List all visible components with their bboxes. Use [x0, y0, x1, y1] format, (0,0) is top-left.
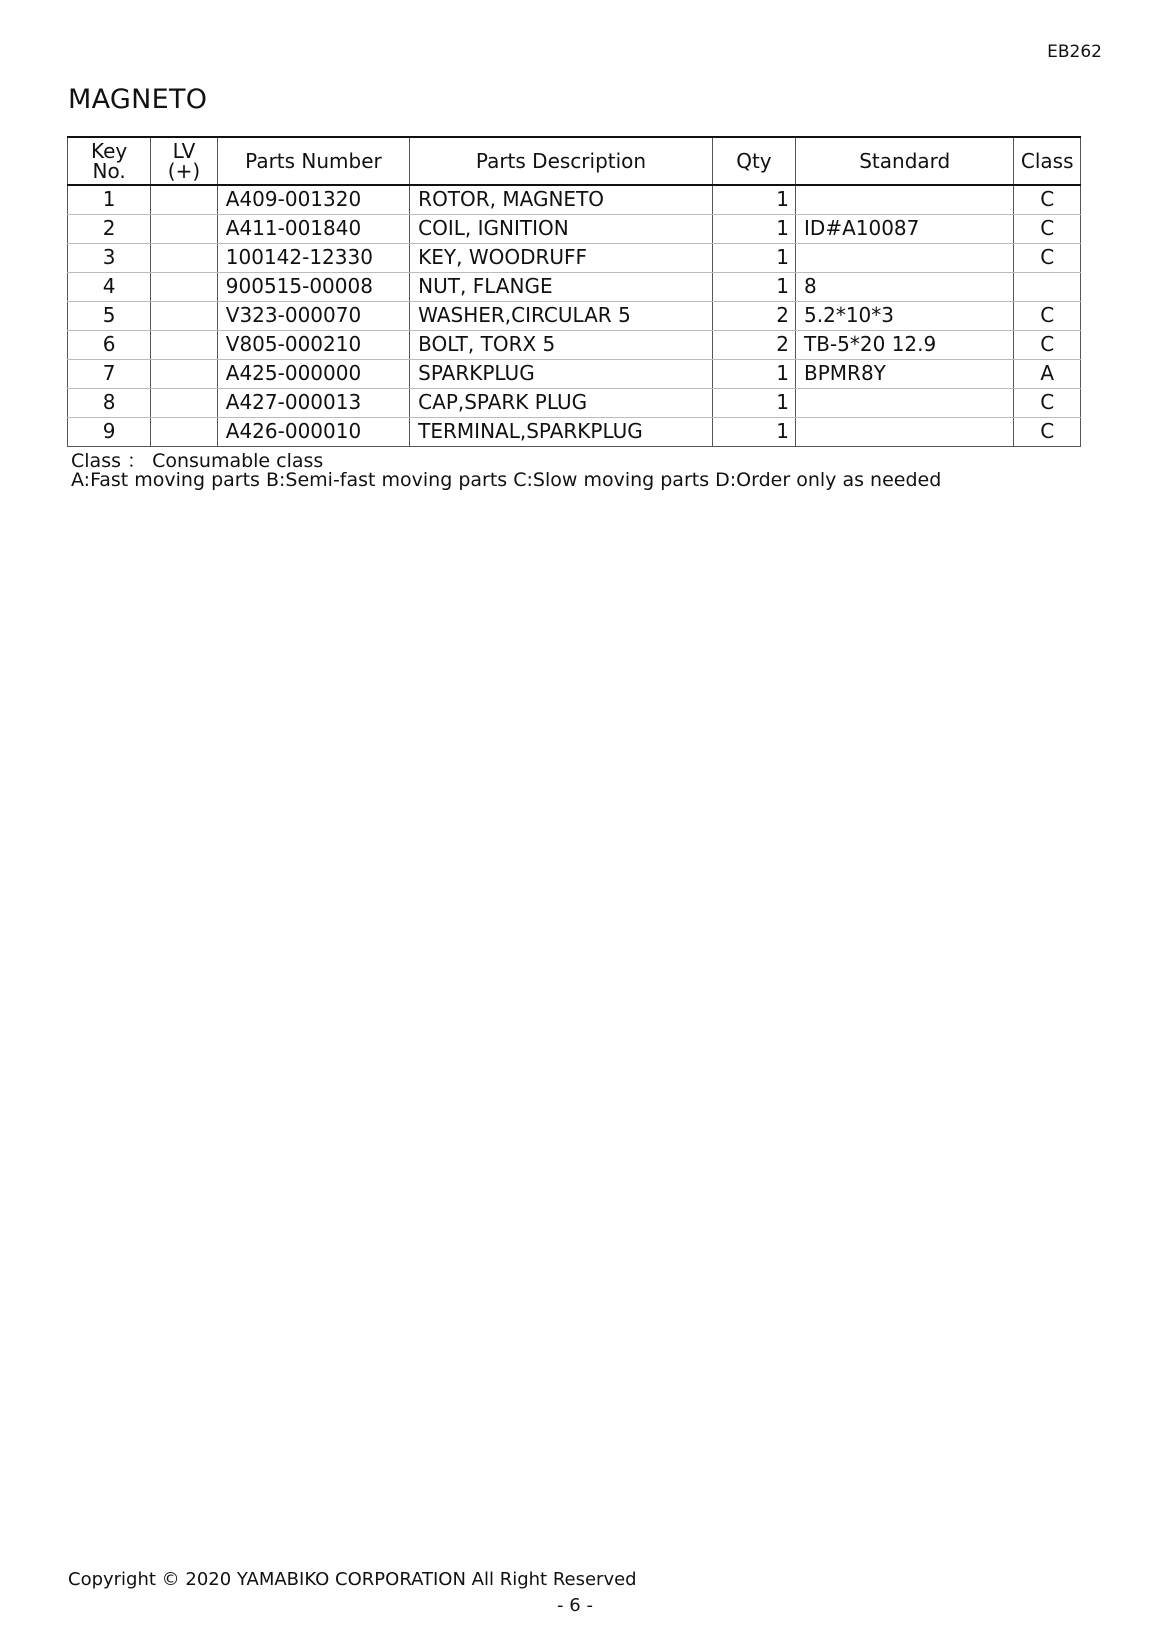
- class-legend: [71, 452, 941, 490]
- cell-parts-number: A411-001840: [217, 214, 409, 243]
- header-parts-description: Parts Description: [410, 137, 713, 185]
- cell-lv: [151, 301, 218, 330]
- cell-qty: 1: [712, 214, 795, 243]
- cell-lv: [151, 388, 218, 417]
- cell-class: C: [1014, 214, 1081, 243]
- table-header-row: [68, 137, 1081, 185]
- cell-class: C: [1014, 243, 1081, 272]
- header-class: Class: [1014, 137, 1081, 185]
- cell-lv: [151, 243, 218, 272]
- cell-class: C: [1014, 301, 1081, 330]
- header-parts-number: Parts Number: [217, 137, 409, 185]
- cell-description: ROTOR, MAGNETO: [410, 185, 713, 214]
- model-code: EB262: [1047, 42, 1102, 62]
- header-key-no: Key No.: [68, 137, 151, 185]
- table-row: [68, 185, 1081, 214]
- cell-class: A: [1014, 359, 1081, 388]
- copyright-notice: Copyright © 2020 YAMABIKO CORPORATION All Right Reserved: [68, 1569, 637, 1590]
- cell-parts-number: 100142-12330: [217, 243, 409, 272]
- cell-parts-number: V323-000070: [217, 301, 409, 330]
- cell-qty: 1: [712, 272, 795, 301]
- cell-standard: [796, 243, 1014, 272]
- cell-lv: [151, 417, 218, 446]
- parts-table: [67, 136, 1081, 447]
- cell-qty: 1: [712, 417, 795, 446]
- cell-lv: [151, 359, 218, 388]
- cell-key: 9: [68, 417, 151, 446]
- section-title: MAGNETO: [68, 84, 208, 115]
- cell-lv: [151, 330, 218, 359]
- cell-key: 4: [68, 272, 151, 301]
- cell-parts-number: 900515-00008: [217, 272, 409, 301]
- header-qty: Qty: [712, 137, 795, 185]
- cell-lv: [151, 185, 218, 214]
- cell-key: 6: [68, 330, 151, 359]
- cell-standard: 8: [796, 272, 1014, 301]
- cell-parts-number: A409-001320: [217, 185, 409, 214]
- cell-key: 8: [68, 388, 151, 417]
- legend-line-codes: A:Fast moving parts B:Semi-fast moving parts C:Slow moving parts D:Order only as needed: [71, 469, 942, 491]
- cell-key: 5: [68, 301, 151, 330]
- cell-qty: 1: [712, 359, 795, 388]
- cell-standard: BPMR8Y: [796, 359, 1014, 388]
- cell-description: COIL, IGNITION: [410, 214, 713, 243]
- header-lv: LV (+): [151, 137, 218, 185]
- page-number: - 6 -: [557, 1595, 593, 1616]
- table-row: [68, 359, 1081, 388]
- table-row: [68, 214, 1081, 243]
- cell-class: C: [1014, 417, 1081, 446]
- cell-key: 2: [68, 214, 151, 243]
- table-row: [68, 330, 1081, 359]
- cell-lv: [151, 214, 218, 243]
- cell-key: 7: [68, 359, 151, 388]
- cell-qty: 1: [712, 243, 795, 272]
- cell-description: KEY, WOODRUFF: [410, 243, 713, 272]
- cell-description: WASHER,CIRCULAR 5: [410, 301, 713, 330]
- cell-standard: [796, 185, 1014, 214]
- cell-description: SPARKPLUG: [410, 359, 713, 388]
- legend-line-class: Class ： Consumable class: [71, 450, 324, 472]
- cell-class: [1014, 272, 1081, 301]
- cell-class: C: [1014, 388, 1081, 417]
- cell-parts-number: A425-000000: [217, 359, 409, 388]
- cell-qty: 1: [712, 388, 795, 417]
- cell-description: CAP,SPARK PLUG: [410, 388, 713, 417]
- cell-key: 3: [68, 243, 151, 272]
- cell-standard: [796, 417, 1014, 446]
- cell-qty: 2: [712, 330, 795, 359]
- cell-standard: ID#A10087: [796, 214, 1014, 243]
- cell-qty: 2: [712, 301, 795, 330]
- table-row: [68, 272, 1081, 301]
- cell-lv: [151, 272, 218, 301]
- cell-key: 1: [68, 185, 151, 214]
- table-row: [68, 417, 1081, 446]
- cell-parts-number: V805-000210: [217, 330, 409, 359]
- header-standard: Standard: [796, 137, 1014, 185]
- cell-standard: [796, 388, 1014, 417]
- cell-parts-number: A426-000010: [217, 417, 409, 446]
- cell-description: TERMINAL,SPARKPLUG: [410, 417, 713, 446]
- table-row: [68, 301, 1081, 330]
- cell-standard: TB-5*20 12.9: [796, 330, 1014, 359]
- table-row: [68, 243, 1081, 272]
- cell-standard: 5.2*10*3: [796, 301, 1014, 330]
- cell-qty: 1: [712, 185, 795, 214]
- cell-class: C: [1014, 330, 1081, 359]
- cell-parts-number: A427-000013: [217, 388, 409, 417]
- cell-description: BOLT, TORX 5: [410, 330, 713, 359]
- cell-class: C: [1014, 185, 1081, 214]
- cell-description: NUT, FLANGE: [410, 272, 713, 301]
- table-row: [68, 388, 1081, 417]
